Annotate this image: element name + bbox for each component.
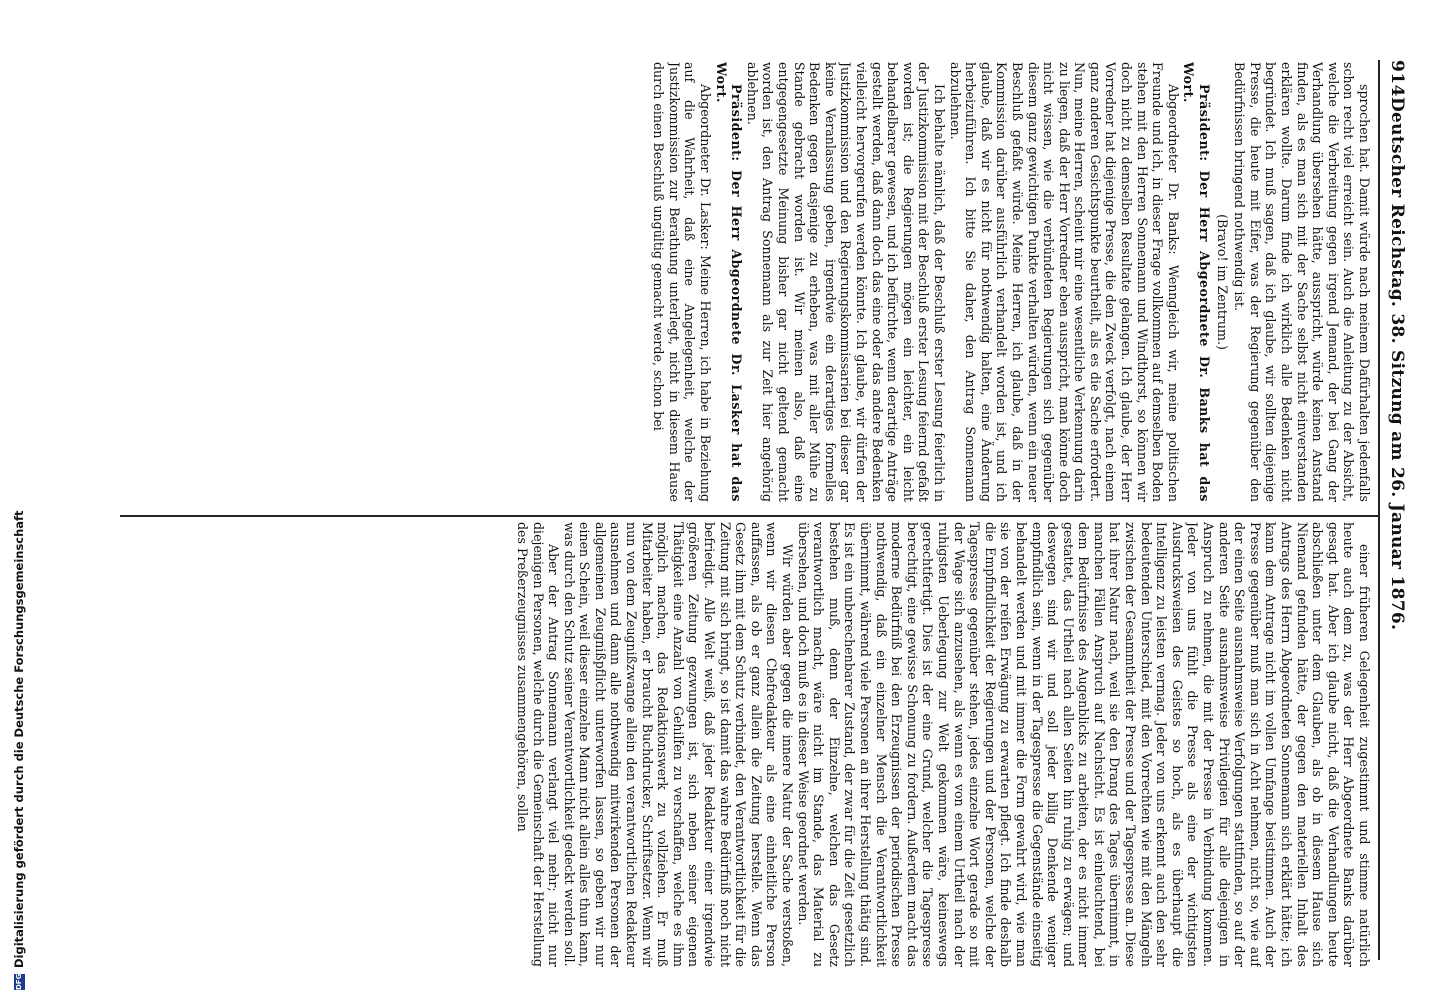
paragraph: Aber der Antrag Sonnemann verlangt viel mehr; nicht nur diejenigen Personen, welche durch die Gemeinschaft der Herstellung des Preßerzeugnisses zusammengehören, sollen [514, 522, 562, 967]
interjection: (Bravo! im Zentrum.) [1214, 214, 1230, 350]
president-remark: Präsident: Der Herr Abgeordnete Dr. Banks hat das Wort. [1181, 62, 1213, 502]
dfg-logo-icon: DFG [14, 973, 23, 990]
speech-paragraph: Abgeordneter Dr. Banks: Wenngleich wir, meine politischen Freunde und ich, in dieser Frage vollkommen auf demselben Boden stehen mit den Herren Sonnemann und Windthorst, so können wir doch nicht zu demselben Resultate gelangen. Ich glaube, der Herr Vorredner hat diejenige Presse, die den Zweck verfolgt, nach einem ganz anderen Gesichtspunkte beurtheilt, als es die Sache erfordert. Nun, meine Herren, scheint mir eine wesentliche Verkennung darin zu liegen, daß der Herr Vorredner eben ausspricht, man könne doch nicht wissen, wie die verbündeten Regierungen sich gegenüber diesem ganz gewichtigen Punkte verhalten würden, wenn ein neuer Beschluß gefaßt würde. Meine Herren, ich glaube, daß in der Kommission darüber ausführlich verhandelt worden ist, und ich glaube, daß wir es nicht für nothwendig halten, eine Änderung herbeizuführen. Ich bitte Sie daher, den Antrag Sonnemann abzulehnen. [947, 62, 1181, 502]
paragraph: einer früheren Gelegenheit zugestimmt und stimme natürlich heute auch dem zu, was der Herr Abgeordnete Banks darüber gesagt hat. Aber ich glaube nicht, daß die Verhandlungen heute abschließen unter dem Glauben, als ob in diesem Hause sich Niemand gefunden hätte, der gegen den materiellen Inhalt des Antrags des Herrn Abgeordneten Sonnemann sich erklärt hätte; ich kann dem Antrage nicht im vollen Umfange beistimmen. Auch der Presse gegenüber muß man sich in Acht nehmen, nicht so, wie auf der einen Seite ausnahmsweise Verfolgungen stattfinden, so auf der anderen Seite ausnahmsweise Privilegien für alle diejenigen in Anspruch zu nehmen, die mit der Presse in Verbindung kommen. Jeder von uns fühlt die Presse als eine der wichtigsten Ausdrucksweisen des Geistes so hoch, als es überhaupt die Intelligenz zu leisten vermag. Jeder von uns erkennt auch den sehr bedeutenden Unterschied, mit den Vorrechten wie mit den Mängeln zwischen der Gesammtheit der Presse und der Tagespresse an. Diese hat ihrer Natur nach, weil sie den Drang des Tages übernimmt, in manchen Fällen Anspruch auf Nachsicht. Es ist einleuchtend, bei dem Bedürfnisse des Augenblicks zu arbeiten, der es nicht immer gestattet, das Urtheil nach allen Seiten hin ruhig zu erwägen; und deswegen sind wir und soll jeder billig Denkende weniger empfindlich sein, wenn in der Tagespresse die Gegenstände einseitig behandelt werden und mit immer die Form gewahrt wird, wie man sie von der reifen Erwägung zu erwarten pflegt. Ich finde deshalb die Empfindlichkeit der Regierungen und der Personen, welche der Tagespresse gegenüber stehen, jedes einzelne Wort gerade so mit der Wage sich anzusehen, als wenn es von einem Urtheil nach der ruhigsten Ueberlegung zur Welt gekommen wäre, keineswegs gerechtfertigt. Dies ist der eine Grund, welcher die Tagespresse berechtigt, eine gewisse Schonung zu fordern. Außerdem macht das moderne Bedürfniß bei den Erzeugnissen der periodischen Presse nothwendig, daß ein einzelner Mensch die Verantwortlichkeit übernimmt, während viele Personen an ihrer Herstellung thätig sind. Es ist ein unberechenbarer Zustand, der zwar für die Zeit gesetzlich bestehen muß, denn der Einzelne, welchen das Gesetz verantwortlich macht, wäre nicht im Stande, das Material zu übersehen, und doch muß es in dieser Weise geordnet werden. [795, 522, 1372, 967]
page-number: 914 [1387, 60, 1407, 97]
paragraph: sprochen hat. Damit würde nach meinem Dafürhalten jedenfalls schon recht viel erreicht sein. Auch die Anleitung zu der Absicht, welche die Verbreitung gegen irgend Jemand, der bei Gang der Verhandlung übersehen hätte, ausspricht, würde keinen Anstand finden, als es man sich mit der Sache selbst nicht einverstanden erklären wollte. Darum finde ich wirklich alle Bedenken nicht begründet. Ich muß sagen, daß ich glaube, wir sollten diejenige Presse, die heute mit Eifer, was der Regierung gegenüber den Bedürfnissen bringend nothwendig ist. [1232, 62, 1372, 502]
right-column [127, 522, 1372, 967]
page-header [1386, 60, 1408, 631]
paragraph: Wir würden aber gegen die innere Natur der Sache verstoßen, wenn wir diesen Chefredakteur als eine einheitliche Person auffassen, als ob er ganz allein die Zeitung herstelle. Wenn das Gesetz ihm mit dem Schutz verbindet, den Verantwortlichkeit für die Zeitung mit sich bringt, so ist damit das wahre Bedürfniß noch nicht befriedigt. Alle Welt weiß, daß jeder Redakteur einer irgendwie größeren Zeitung gezwungen ist, sich neben seiner eigenen Thätigkeit eine Anzahl von Gehilfen zu verschaffen, welche es ihm möglich machen, das Redaktionswerk zu vollziehen. Er muß Mitarbeiter haben, er braucht Buchdrucker, Schriftsetzer. Wenn wir nun von dem Zeugnißzwange allein den verantwortlichen Redakteur ausnehmen und dann alle nothwendig mitwirkenden Personen der allgemeinen Zeugnißpflicht unterworfen lassen, so geben wir nur einen Schein, weil dieser einzelne Mann nicht allein alles thun kann, was durch den Schutz seiner Verantwortlichkeit gedeckt werden soll. [561, 522, 796, 967]
digitization-text: Digitalisierung gefördert durch die Deutsche Forschungsgemeinschaft [12, 510, 26, 968]
header-rule [1378, 60, 1380, 960]
speech-paragraph: Ich behalte nämlich, daß der Beschluß erster Lesung feierlich in der Justizkommission mit der Beschluß erster Lesung feiernd gefaßt worden ist; die Regierungen mögen ein leichter, ein leicht behandelbarer gewesen, und ich befürchte, wenn derartige Anträge gestellt werden, daß dann doch das eine oder das andere Bedenken vielleicht hervorgerufen werden könnte. Ich glaube, wir dürfen der Justizkommission und den Regierungskommissarien bei dieser gar keine Veranlassung geben, irgendwie ein derartiges formelles Bedenken gegen dasjenige zu erheben, was mit aller Mühe zu Stande gebracht worden ist. Wir meinen also, daß eine entgegengesetzte Meinung bisher gar nicht geltend gemacht worden ist, den Antrag Sonnemann als zur Zeit hier angehörig ablehnen. [744, 62, 947, 502]
column-divider [120, 515, 1380, 517]
speech-paragraph: Abgeordneter Dr. Lasker: Meine Herren, ich habe in Beziehung auf die Wahrheit, daß eine Angelegenheit, welche der Justizkommission zur Berathung unterlegt, nicht in diesem Hause durch einen Beschluß ungültig gemacht werde, schon bei [651, 62, 714, 502]
left-column [127, 62, 1372, 502]
digitization-note [12, 510, 26, 990]
running-title: Deutscher Reichstag. 38. Sitzung am 26. Januar 1876. [1387, 97, 1407, 631]
president-remark: Präsident: Der Herr Abgeordnete Dr. Lasker hat das Wort. [713, 62, 745, 502]
